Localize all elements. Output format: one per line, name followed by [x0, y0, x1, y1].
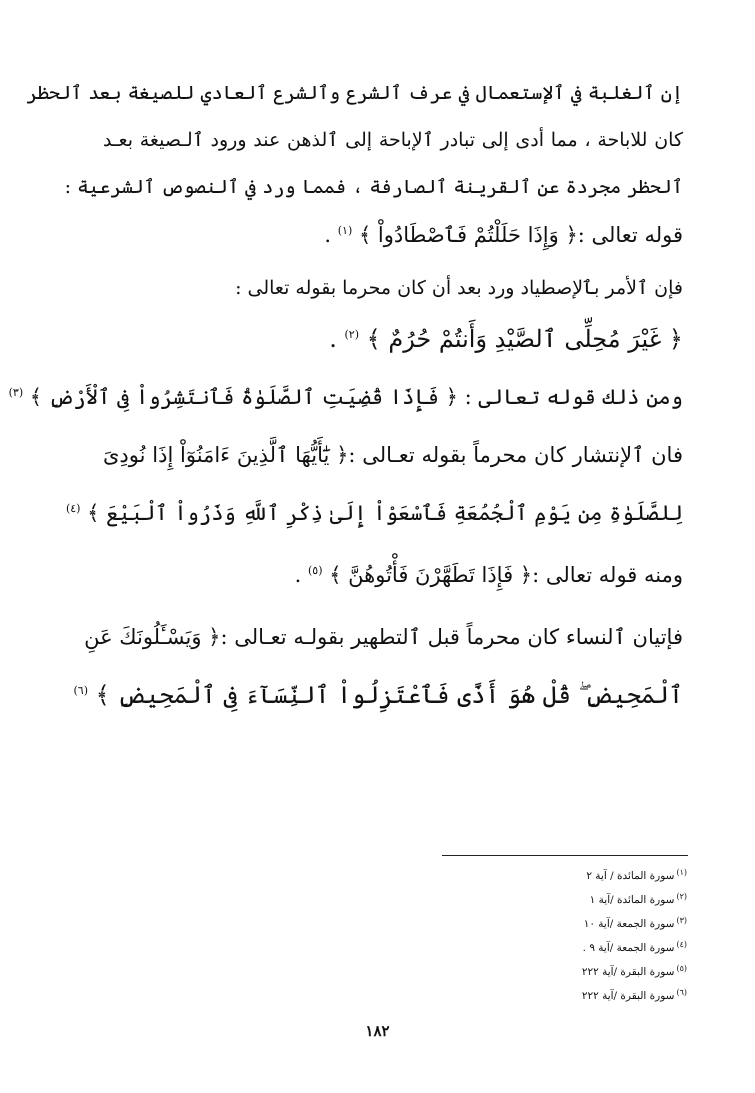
footnote — [437, 892, 687, 908]
verse-line — [103, 560, 683, 590]
footnote-marker: (٦) — [73, 684, 89, 697]
line-text: قوله تعالى :﴿ وَإِذَا حَلَلْتُمْ فَٱصْطَادُواْ ﴾ — [358, 223, 683, 247]
footnote-text: سورة الجمعة /آية ٩ . — [582, 942, 675, 954]
footnote-number: (١) — [676, 867, 687, 877]
verse-line — [103, 324, 683, 354]
footnote-number: (٣) — [676, 915, 687, 925]
footnote-marker: (٤) — [65, 502, 81, 515]
line-text: إن ٱلغلبة في ٱلإستعمال في عرف ٱلشرع وٱلشرع ٱلعادي للصيغة بعد ٱلحظر — [26, 82, 683, 104]
paragraph-line — [64, 172, 683, 202]
line-text: كان للاباحة ، مما أدى إلى تبادر ٱلإباحة إلى ٱلذهن عند ورود ٱلـصيغة بعـد — [103, 129, 683, 151]
paragraph-line — [103, 125, 683, 155]
line-text: ومنه قوله تعالى :﴿ فَإِذَا تَطَهَّرْنَ فَأْتُوهُنَّ ﴾ — [329, 563, 683, 587]
line-text: ﴿ غَيْرَ مُحِلِّى ٱلصَّيْدِ وَأَنتُمْ حُرُمٌ ﴾ — [366, 325, 683, 353]
verse-line — [65, 498, 683, 528]
line-text: فإتيان ٱلنساء كان محرماً قبل ٱلتطهير بقولـه تعـالى :﴿ وَيَسْـَٔلُونَكَ عَنِ — [84, 625, 683, 649]
verse-line — [103, 220, 683, 250]
footnote — [437, 988, 687, 1004]
line-text: فإن ٱلأمر بٱلإصطياد ورد بعد أن كان محرما بقوله تعالى : — [235, 277, 683, 299]
footnote-divider — [442, 855, 688, 856]
footnote-number: (٢) — [676, 891, 687, 901]
paragraph-line — [103, 273, 683, 303]
footnote-text: سورة البقرة /آية ٢٢٢ — [581, 990, 675, 1002]
verse-line — [8, 382, 683, 412]
sentence-period: . — [329, 325, 337, 353]
verse-line — [84, 622, 683, 652]
footnote-text: سورة الجمعة /آية ١٠ — [583, 918, 675, 930]
footnote-text: سورة المائدة / آية ٢ — [586, 870, 675, 882]
footnote — [437, 868, 687, 884]
footnote — [437, 940, 687, 956]
sentence-period: . — [324, 223, 332, 247]
line-text: فان ٱلإنتشار كان محرماً بقوله تعـالى :﴿ يَٰٓأَيُّهَا ٱلَّذِينَ ءَامَنُوٓاْ إِذَا نُودِىَ — [103, 443, 683, 467]
line-text: ومن ذلك قوله تعالى : ﴿ فَإِذَا قُضِيَتِ ٱلصَّلَوٰةُ فَٱنتَشِرُواْ فِى ٱلْأَرْضِ ﴾ — [29, 385, 683, 409]
footnote-marker: (٣) — [8, 386, 24, 399]
footnote — [437, 916, 687, 932]
sentence-period: . — [294, 563, 302, 587]
footnote-marker: (١) — [337, 224, 353, 237]
line-text: ٱلْمَحِيضِ ۖ قُلْ هُوَ أَذًى فَٱعْتَزِلُواْ ٱلنِّسَآءَ فِى ٱلْمَحِيضِ ﴾ — [95, 681, 683, 709]
paragraph-line — [26, 78, 683, 108]
footnote-text: سورة المائدة /آية ١ — [589, 894, 675, 906]
footnote-number: (٤) — [676, 939, 687, 949]
footnote-number: (٦) — [676, 987, 687, 997]
verse-line — [73, 680, 683, 710]
footnote-number: (٥) — [676, 963, 687, 973]
line-text: ٱلحظر مجردة عن ٱلقرينة ٱلصارفة ، فمما ورد في ٱلنصوص ٱلشرعية : — [64, 176, 683, 198]
footnote — [437, 964, 687, 980]
footnote-marker: (٢) — [344, 328, 359, 341]
footnote-marker: (٥) — [308, 564, 323, 577]
line-text: لِلصَّلَوٰةِ مِن يَوْمِ ٱلْجُمُعَةِ فَٱسْعَوْاْ إِلَىٰ ذِكْرِ ٱللَّهِ وَذَرُواْ ٱلْبَيْعَ ﴾ — [87, 501, 683, 525]
page-number: ١٨٢ — [365, 1022, 390, 1040]
footnote-text: سورة البقرة /آية ٢٢٢ — [581, 966, 675, 978]
verse-line — [103, 440, 683, 470]
